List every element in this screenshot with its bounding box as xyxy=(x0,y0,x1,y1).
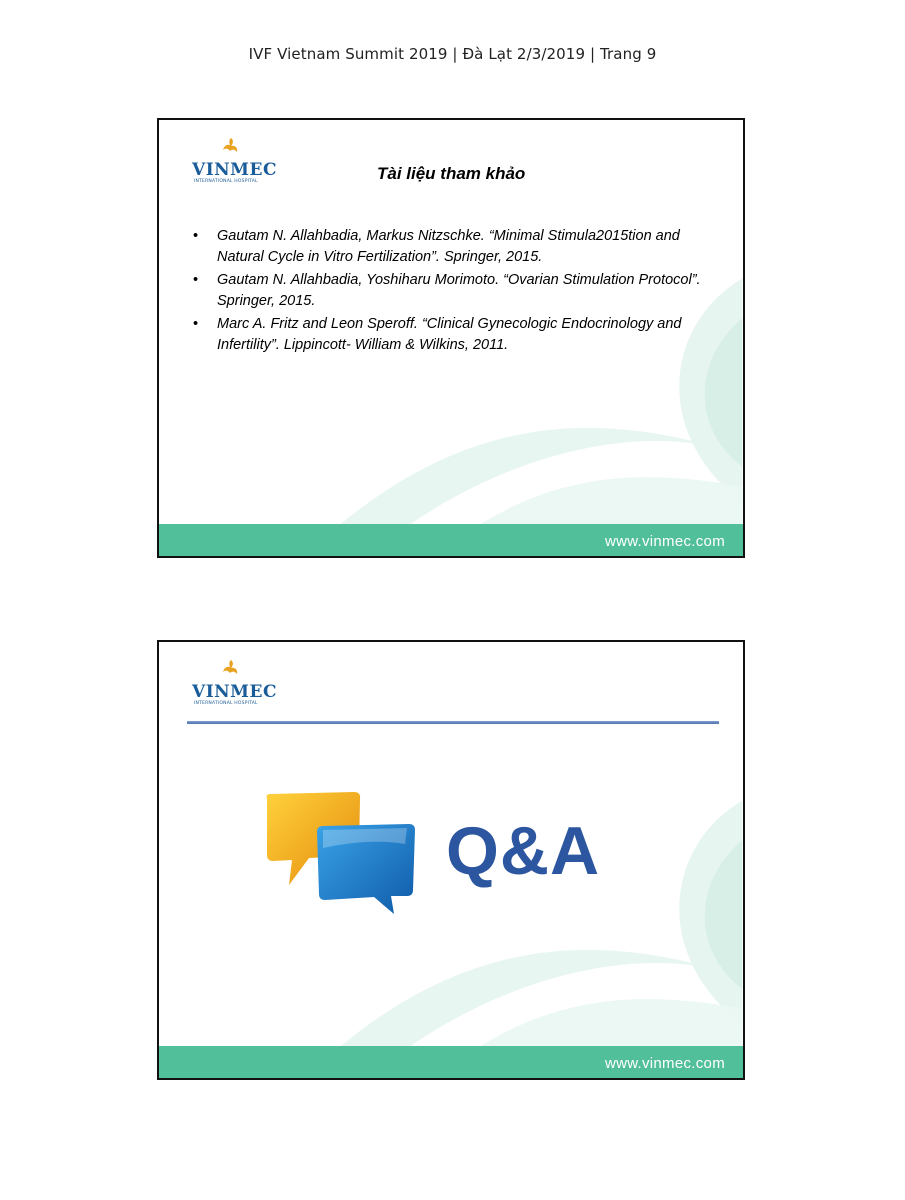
slide-qa xyxy=(157,640,745,1080)
slide-references xyxy=(157,118,745,558)
reference-list xyxy=(193,226,713,358)
reference-text: Gautam N. Allahbadia, Markus Nitzschke. “Minimal Stimula2015tion and Natural Cycle in Vitro Fertilization”. Springer, 2015. xyxy=(217,228,680,265)
speech-bubbles-icon xyxy=(259,790,419,915)
vinmec-logo xyxy=(192,658,277,708)
list-item xyxy=(193,226,713,267)
vinmec-brand: VINMEC xyxy=(192,160,277,180)
list-item xyxy=(193,314,713,355)
reference-text: Marc A. Fritz and Leon Speroff. “Clinical Gynecologic Endocrinology and Infertility”. Lippincott- William & Wilkins, 2011. xyxy=(217,316,682,353)
list-item xyxy=(193,270,713,311)
bullet: • xyxy=(193,316,199,332)
footer-band xyxy=(159,1046,743,1078)
bullet: • xyxy=(193,228,199,244)
vinmec-logo xyxy=(192,136,277,186)
vinmec-tagline: INTERNATIONAL HOSPITAL xyxy=(194,701,258,706)
vinmec-bird-icon xyxy=(220,658,242,680)
qa-heading: Q&A xyxy=(446,813,601,889)
page-header: IVF Vietnam Summit 2019 | Đà Lạt 2/3/2019 | Trang 9 xyxy=(248,45,657,63)
slide-title: Tài liệu tham khảo xyxy=(377,164,526,183)
footer-url: www.vinmec.com xyxy=(604,533,725,550)
vinmec-brand: VINMEC xyxy=(192,682,277,702)
title-divider xyxy=(187,721,719,724)
reference-text: Gautam N. Allahbadia, Yoshiharu Morimoto. “Ovarian Stimulation Protocol”. Springer, 2015. xyxy=(217,272,701,309)
vinmec-bird-icon xyxy=(220,136,242,158)
footer-url: www.vinmec.com xyxy=(604,1055,725,1072)
vinmec-tagline: INTERNATIONAL HOSPITAL xyxy=(194,179,258,184)
footer-band xyxy=(159,524,743,556)
bullet: • xyxy=(193,272,199,288)
